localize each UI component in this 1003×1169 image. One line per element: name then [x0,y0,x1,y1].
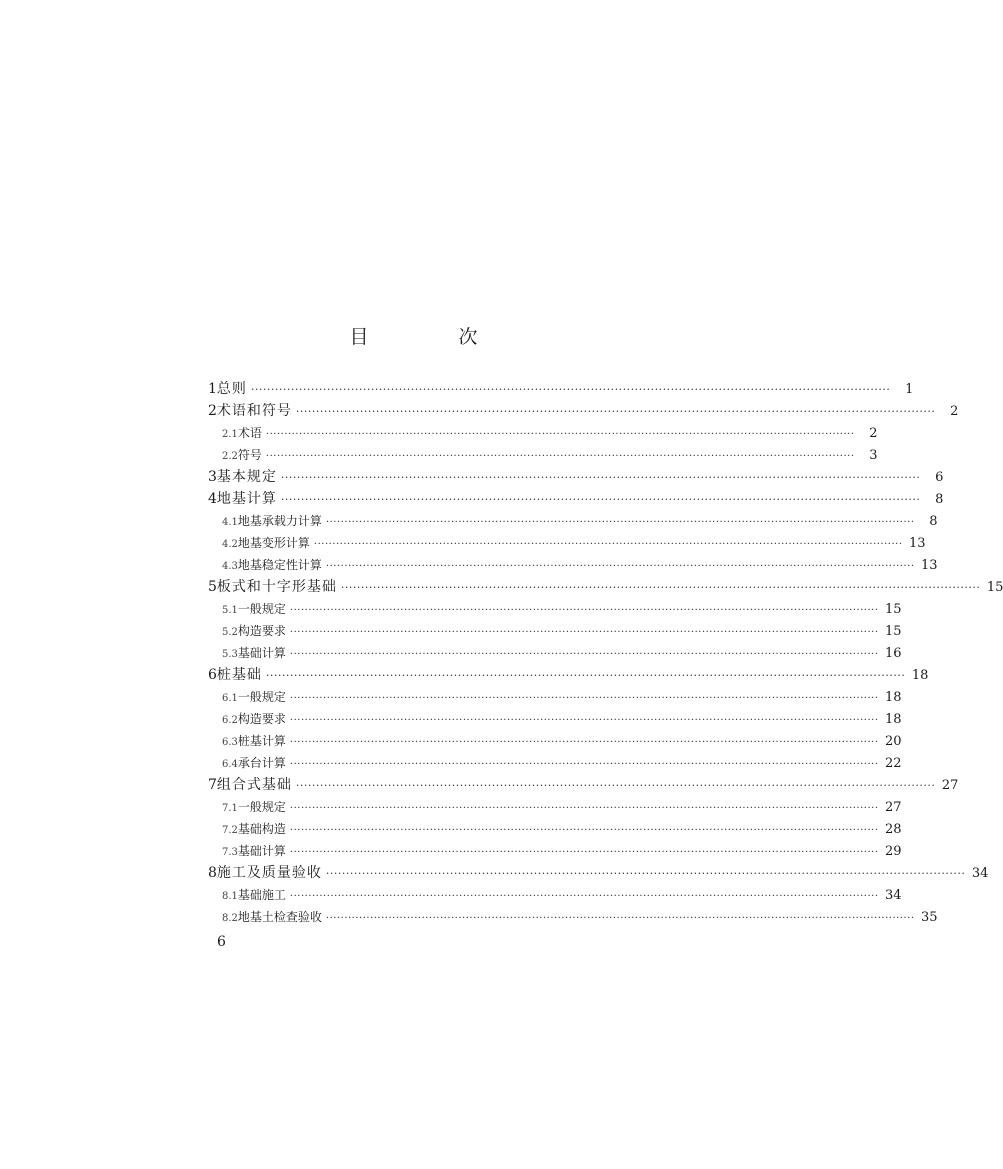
toc-leader-dots: ································································································································································ [250,383,891,396]
toc-entry-number: 5.1 [222,605,238,616]
toc-entry-number: 6.4 [222,759,238,770]
toc-entry-page: 29 [884,844,902,859]
toc-entry-page: 18 [911,668,929,683]
toc-entry-page: 8 [935,492,944,507]
toc-entry-title: 地基计算 [216,491,277,507]
toc-entry-title: 地基土检查验收 [237,910,322,924]
page-number: 6 [217,934,226,950]
toc-entry-number: 6.2 [222,715,238,726]
toc-leader-dots: ································································································································································ [289,715,879,726]
toc-section-row [206,752,902,774]
toc-entry-title: 总则 [216,381,247,397]
toc-entry-title: 术语 [237,426,262,440]
toc-entry-title: 基础施工 [237,888,286,902]
toc-entry-number: 6.3 [222,737,238,748]
toc-entry-page: 2 [869,426,878,441]
toc-entry-title: 基础计算 [237,844,286,858]
toc-entry-number: 6.1 [222,693,238,704]
toc-entry-page: 35 [920,910,938,925]
toc-section-row [206,532,926,554]
toc-section-row [206,510,938,532]
toc-entry-number: 2.2 [222,451,238,462]
toc-chapter-row [206,378,914,400]
toc-entry-number: 2.1 [222,429,238,440]
toc-entry-page: 34 [971,866,989,881]
toc-section-row [206,730,902,752]
toc-entry-title: 基础构造 [237,822,286,836]
toc-entry-page: 34 [884,888,902,903]
toc-leader-dots: ································································································································································ [325,913,915,924]
toc-entry-title: 地基承载力计算 [237,514,322,528]
toc-chapter-row [206,664,929,686]
toc-section-row [206,796,902,818]
toc-leader-dots: ································································································································································ [265,451,855,462]
toc-entry-page: 15 [884,602,902,617]
toc-entry-page: 28 [884,822,902,837]
toc-chapter-row [206,466,944,488]
toc-entry-title: 桩基础 [216,667,262,683]
toc-leader-dots: ································································································································································ [289,847,879,858]
toc-leader-dots: ································································································································································ [265,429,855,440]
toc-entry-number: 4.3 [222,561,238,572]
toc-section-row [206,884,902,906]
toc-entry-number: 4.1 [222,517,238,528]
toc-leader-dots: ································································································································································ [289,693,879,704]
toc-entry-number: 5.2 [222,627,238,638]
toc-chapter-row [206,488,944,510]
toc-entry-page: 18 [884,690,902,705]
toc-chapter-row [206,774,959,796]
toc-leader-dots: ································································································································································ [325,867,966,880]
toc-section-row [206,818,902,840]
toc-entry-number: 5 [208,579,217,595]
toc-entry-number: 1 [208,381,217,397]
toc-entry-number: 8.1 [222,891,238,902]
toc-leader-dots: ································································································································································ [295,779,936,792]
toc-entry-title: 术语和符号 [216,403,292,419]
toc-section-row [206,444,878,466]
toc-section-row [206,598,902,620]
toc-section-row [206,708,902,730]
toc-leader-dots: ································································································································································ [289,649,879,660]
toc-chapter-row [206,862,989,884]
toc-leader-dots: ································································································································································ [289,605,879,616]
toc-entry-page: 27 [941,778,959,793]
toc-section-row [206,686,902,708]
toc-leader-dots: ································································································································································ [265,669,906,682]
toc-entry-number: 8 [208,865,217,881]
toc-entry-page: 18 [884,712,902,727]
toc-entry-page: 15 [884,624,902,639]
toc-entry-page: 8 [929,514,938,529]
toc-leader-dots: ································································································································································ [289,803,879,814]
toc-entry-page: 3 [869,448,878,463]
toc-entry-number: 8.2 [222,913,238,924]
toc-entry-number: 6 [208,667,217,683]
toc-entry-page: 15 [986,580,1003,595]
toc-leader-dots: ································································································································································ [289,759,879,770]
toc-entry-title: 板式和十字形基础 [216,579,337,595]
toc-entry-title: 施工及质量验收 [216,865,322,881]
toc-entry-title: 承台计算 [237,756,286,770]
toc-section-row [206,840,902,862]
toc-entry-number: 4 [208,491,217,507]
toc-entry-title: 一般规定 [237,800,286,814]
toc-leader-dots: ································································································································································ [289,891,879,902]
toc-section-row [206,554,938,576]
toc-entry-number: 5.3 [222,649,238,660]
toc-entry-page: 13 [920,558,938,573]
toc-leader-dots: ································································································································································ [313,539,903,550]
toc-leader-dots: ································································································································································ [340,581,981,594]
toc-section-row [206,422,878,444]
toc-entry-number: 4.2 [222,539,238,550]
toc-entry-title: 地基变形计算 [237,536,310,550]
toc-leader-dots: ································································································································································ [289,627,879,638]
toc-leader-dots: ································································································································································ [280,471,921,484]
toc-entry-title: 地基稳定性计算 [237,558,322,572]
toc-chapter-row [206,400,959,422]
toc-entry-title: 符号 [237,448,262,462]
toc-section-row [206,906,938,928]
toc-entry-title: 桩基计算 [237,734,286,748]
toc-entry-number: 3 [208,469,217,485]
table-of-contents [206,378,1003,928]
toc-entry-number: 7.3 [222,847,238,858]
toc-leader-dots: ································································································································································ [295,405,936,418]
toc-entry-title: 构造要求 [237,712,286,726]
toc-entry-number: 7 [208,777,217,793]
toc-entry-title: 基础计算 [237,646,286,660]
toc-leader-dots: ································································································································································ [289,737,879,748]
toc-entry-page: 20 [884,734,902,749]
toc-entry-title: 组合式基础 [216,777,292,793]
toc-entry-page: 27 [884,800,902,815]
toc-entry-page: 16 [884,646,902,661]
toc-leader-dots: ································································································································································ [280,493,921,506]
page-title: 目 次 [349,326,520,348]
toc-entry-page: 2 [950,404,959,419]
toc-leader-dots: ································································································································································ [325,517,915,528]
toc-entry-page: 13 [908,536,926,551]
toc-entry-page: 22 [884,756,902,771]
toc-entry-title: 一般规定 [237,602,286,616]
toc-entry-title: 构造要求 [237,624,286,638]
toc-entry-number: 2 [208,403,217,419]
toc-entry-number: 7.2 [222,825,238,836]
toc-entry-page: 6 [935,470,944,485]
toc-section-row [206,642,902,664]
toc-entry-page: 1 [905,382,914,397]
toc-leader-dots: ································································································································································ [325,561,915,572]
toc-leader-dots: ································································································································································ [289,825,879,836]
toc-chapter-row [206,576,1003,598]
toc-entry-number: 7.1 [222,803,238,814]
toc-entry-title: 一般规定 [237,690,286,704]
toc-entry-title: 基本规定 [216,469,277,485]
toc-section-row [206,620,902,642]
